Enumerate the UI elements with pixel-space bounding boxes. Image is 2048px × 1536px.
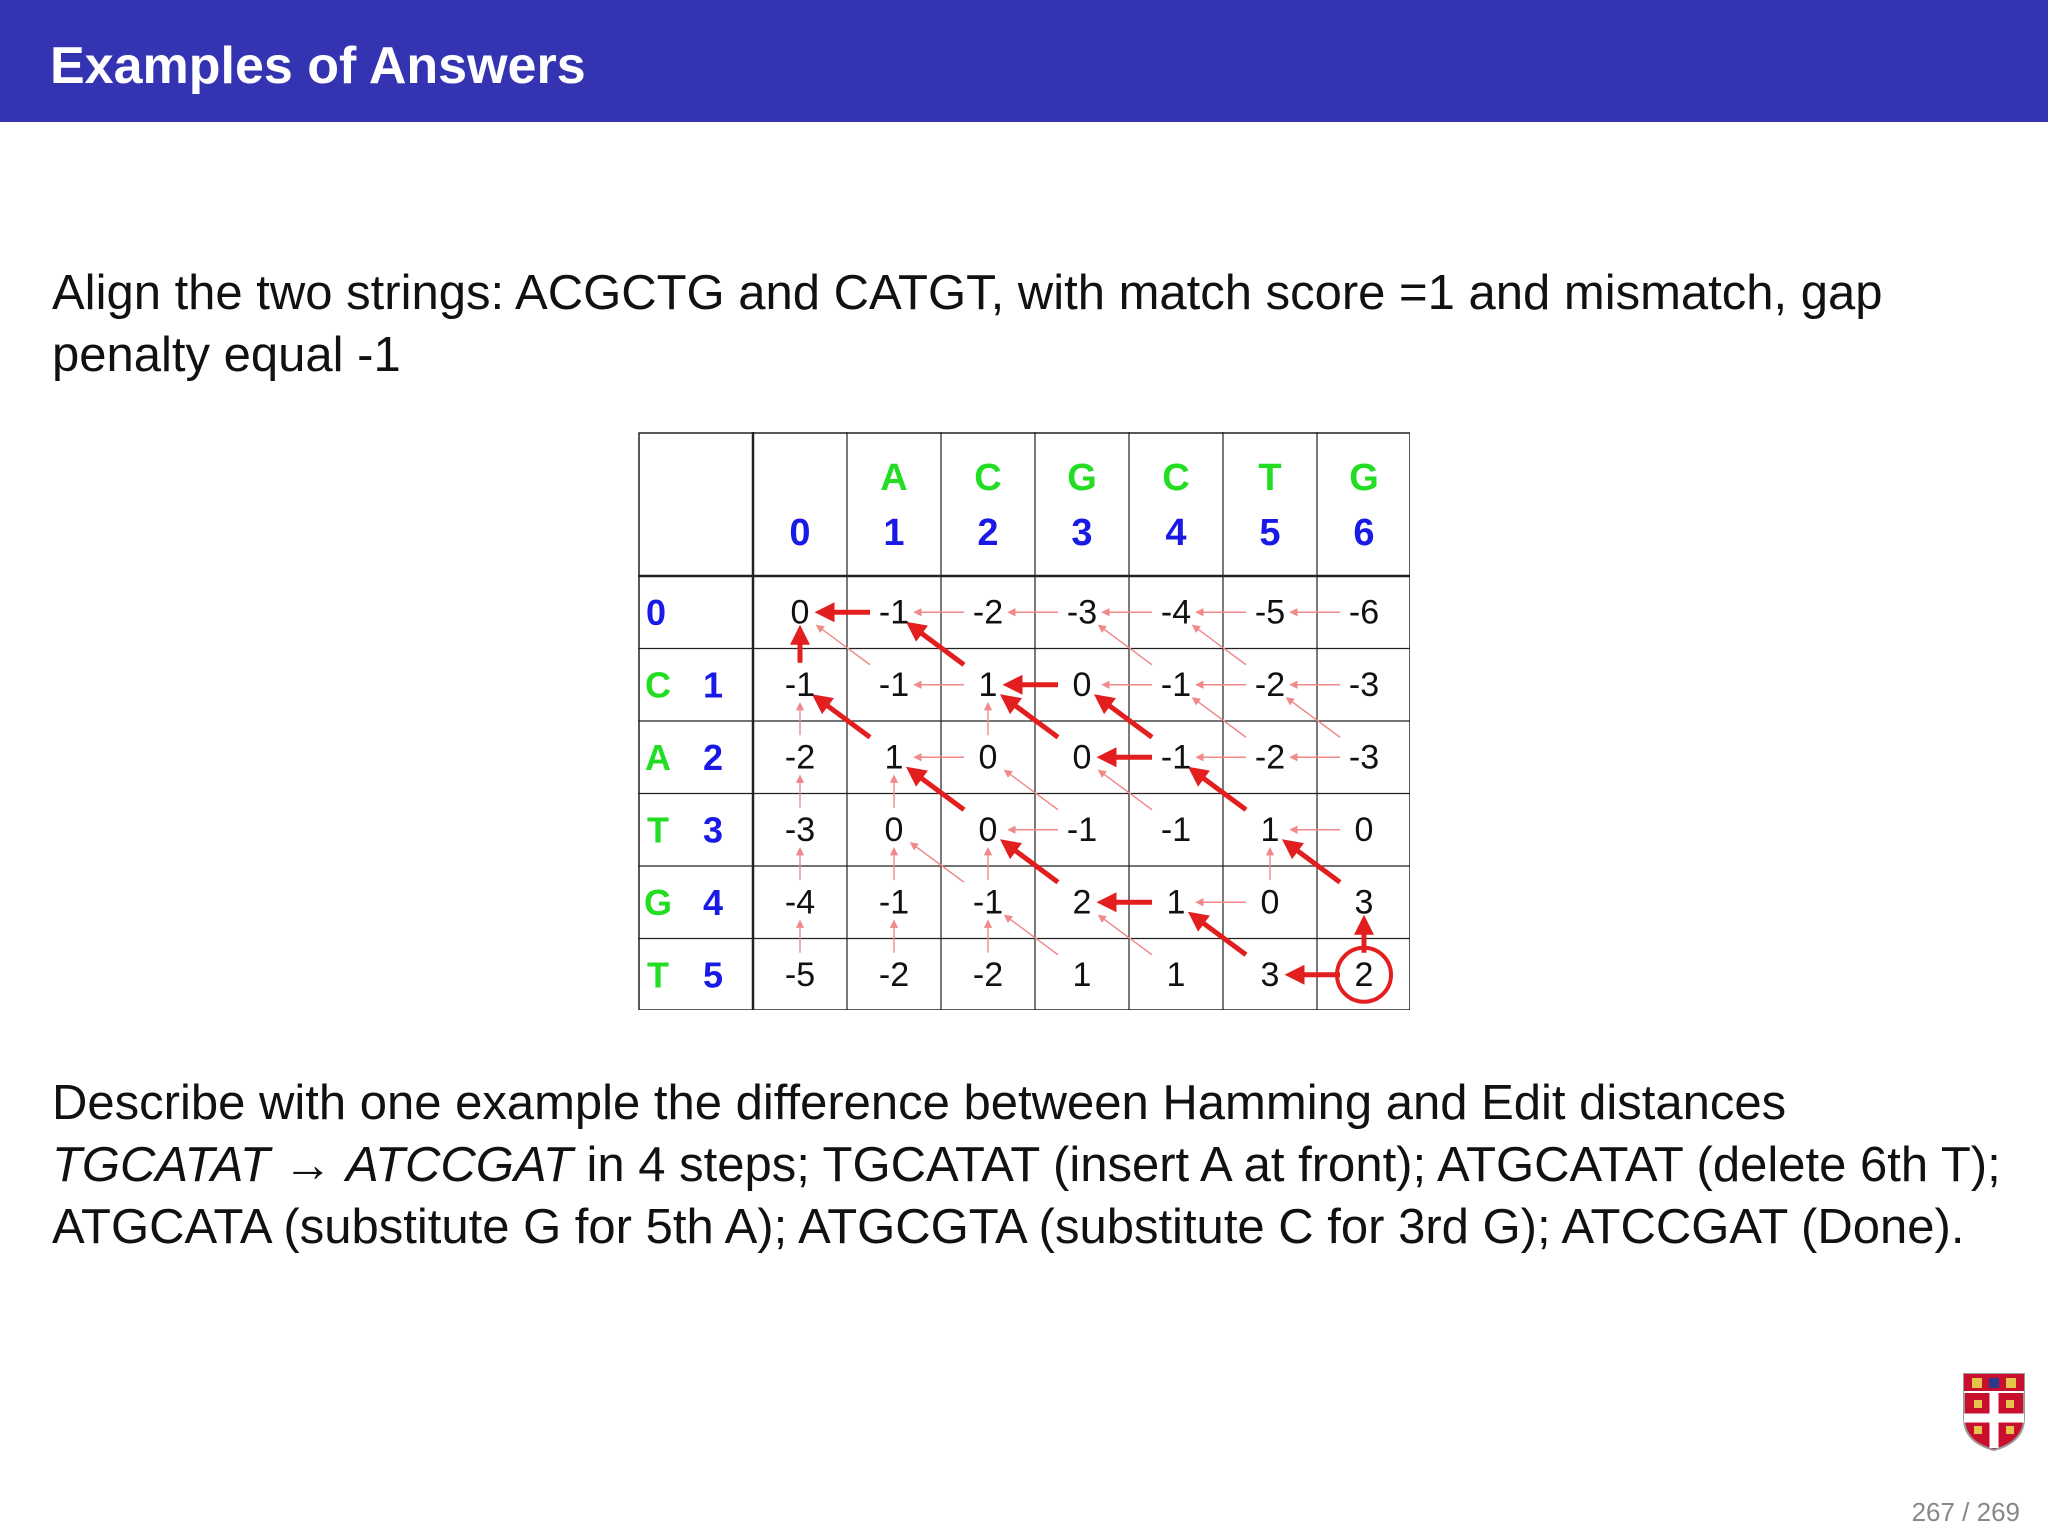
alignment-matrix xyxy=(638,432,1410,1010)
traceback-arrow xyxy=(1006,844,1058,883)
column-index: 5 xyxy=(1259,512,1281,554)
candidate-arrow xyxy=(1288,699,1340,738)
column-letter: A xyxy=(880,457,908,499)
traceback-arrow xyxy=(1100,699,1152,738)
matrix-cell-value: -2 xyxy=(784,738,816,777)
matrix-cell-value: -1 xyxy=(1066,810,1098,849)
matrix-cell-value: 1 xyxy=(884,738,904,777)
target-string: ATCCGAT xyxy=(346,1138,573,1192)
traceback-arrow xyxy=(818,699,870,738)
page-number: 267 / 269 xyxy=(1911,1497,2020,1527)
matrix-cell-value: -1 xyxy=(878,593,910,632)
candidate-arrow xyxy=(1006,771,1058,810)
column-letter: T xyxy=(1258,457,1282,499)
matrix-cell-value: 0 xyxy=(1072,665,1092,704)
matrix-cell-value: -5 xyxy=(784,955,816,994)
matrix-cell-value: 0 xyxy=(790,593,810,632)
matrix-cell-value: -2 xyxy=(1254,738,1286,777)
column-index: 2 xyxy=(977,512,999,554)
matrix-cell-value: -1 xyxy=(1160,810,1192,849)
alignment-matrix-svg xyxy=(638,432,1410,1010)
candidate-arrow xyxy=(1100,771,1152,810)
matrix-cell-value: 2 xyxy=(1354,955,1374,994)
candidate-arrow xyxy=(818,626,870,665)
traceback-arrow xyxy=(912,626,964,665)
matrix-cell-value: -1 xyxy=(878,883,910,922)
matrix-cell-value: -6 xyxy=(1348,593,1380,632)
matrix-cell-value: 0 xyxy=(1260,883,1280,922)
column-letter: C xyxy=(974,457,1002,499)
slide-title: Examples of Answers xyxy=(50,37,586,95)
traceback-arrow xyxy=(1194,771,1246,810)
matrix-cell-value: 1 xyxy=(1072,955,1092,994)
matrix-cell-value: -2 xyxy=(878,955,910,994)
matrix-cell-value: -2 xyxy=(1254,665,1286,704)
row-letter: A xyxy=(645,736,671,778)
matrix-cell-value: 0 xyxy=(1354,810,1374,849)
row-index: 5 xyxy=(702,954,724,996)
candidate-arrow xyxy=(1194,626,1246,665)
column-letter: G xyxy=(1067,457,1097,499)
traceback-arrow xyxy=(1006,699,1058,738)
row-letter: G xyxy=(643,881,673,923)
matrix-cell-value: 1 xyxy=(978,665,998,704)
column-index: 6 xyxy=(1353,512,1375,554)
matrix-cell-value: 3 xyxy=(1260,955,1280,994)
edit-steps-text: in 4 steps; TGCATAT (insert A at front); ATGCATAT (delete 6th T); ATGCATA (substitute G for 5th A); ATGCGTA (substitute C for 3rd G); ATCCGAT (Done). xyxy=(52,1138,2001,1254)
matrix-cell-value: -5 xyxy=(1254,593,1286,632)
matrix-cell-value: 3 xyxy=(1354,883,1374,922)
matrix-cell-value: 1 xyxy=(1260,810,1280,849)
matrix-cell-value: -1 xyxy=(1160,665,1192,704)
column-letter: C xyxy=(1162,457,1190,499)
column-index: 0 xyxy=(789,512,811,554)
matrix-cell-value: 0 xyxy=(978,738,998,777)
column-index: 1 xyxy=(883,512,905,554)
matrix-cell-value: -3 xyxy=(1348,738,1380,777)
row-index: 3 xyxy=(702,809,724,851)
question-alignment: Align the two strings: ACGCTG and CATGT, with match score =1 and mismatch, gap penalty equal -1 xyxy=(52,266,1883,382)
row-index: 2 xyxy=(702,736,724,778)
matrix-cell-value: -3 xyxy=(784,810,816,849)
matrix-cell-value: -1 xyxy=(784,665,816,704)
matrix-cell-value: -4 xyxy=(1160,593,1192,632)
matrix-cell-value: -1 xyxy=(972,883,1004,922)
candidate-arrow xyxy=(1006,916,1058,955)
matrix-cell-value: 1 xyxy=(1166,883,1186,922)
matrix-cell-value: -3 xyxy=(1066,593,1098,632)
matrix-cell-value: -2 xyxy=(972,955,1004,994)
transform-arrow: → xyxy=(283,1138,333,1192)
university-crest-icon xyxy=(1962,1372,2026,1452)
title-bar xyxy=(0,0,2048,122)
matrix-cell-value: -4 xyxy=(784,883,816,922)
matrix-cell-value: -3 xyxy=(1348,665,1380,704)
row-index: 1 xyxy=(702,664,724,706)
question-hamming-edit: Describe with one example the difference between Hamming and Edit distances xyxy=(52,1076,1787,1130)
matrix-cell-value: 0 xyxy=(884,810,904,849)
column-index: 4 xyxy=(1165,512,1187,554)
matrix-cell-value: 2 xyxy=(1072,883,1092,922)
row-letter: C xyxy=(645,664,671,706)
row-letter: T xyxy=(647,954,669,996)
row-index: 0 xyxy=(645,591,667,633)
matrix-cell-value: 1 xyxy=(1166,955,1186,994)
answer-edit-distance xyxy=(52,1072,2012,1258)
traceback-arrow xyxy=(1288,844,1340,883)
matrix-cell-value: -2 xyxy=(972,593,1004,632)
matrix-cell-value: 0 xyxy=(978,810,998,849)
candidate-arrow xyxy=(1100,626,1152,665)
traceback-arrow xyxy=(912,771,964,810)
candidate-arrow xyxy=(1194,699,1246,738)
source-string: TGCATAT xyxy=(52,1138,270,1192)
row-letter: T xyxy=(647,809,669,851)
column-letter: G xyxy=(1349,457,1379,499)
matrix-cell-value: 0 xyxy=(1072,738,1092,777)
matrix-cell-value: -1 xyxy=(878,665,910,704)
candidate-arrow xyxy=(912,844,964,883)
candidate-arrow xyxy=(1100,916,1152,955)
column-index: 3 xyxy=(1071,512,1093,554)
row-index: 4 xyxy=(702,881,724,923)
traceback-arrow xyxy=(1194,916,1246,955)
matrix-cell-value: -1 xyxy=(1160,738,1192,777)
